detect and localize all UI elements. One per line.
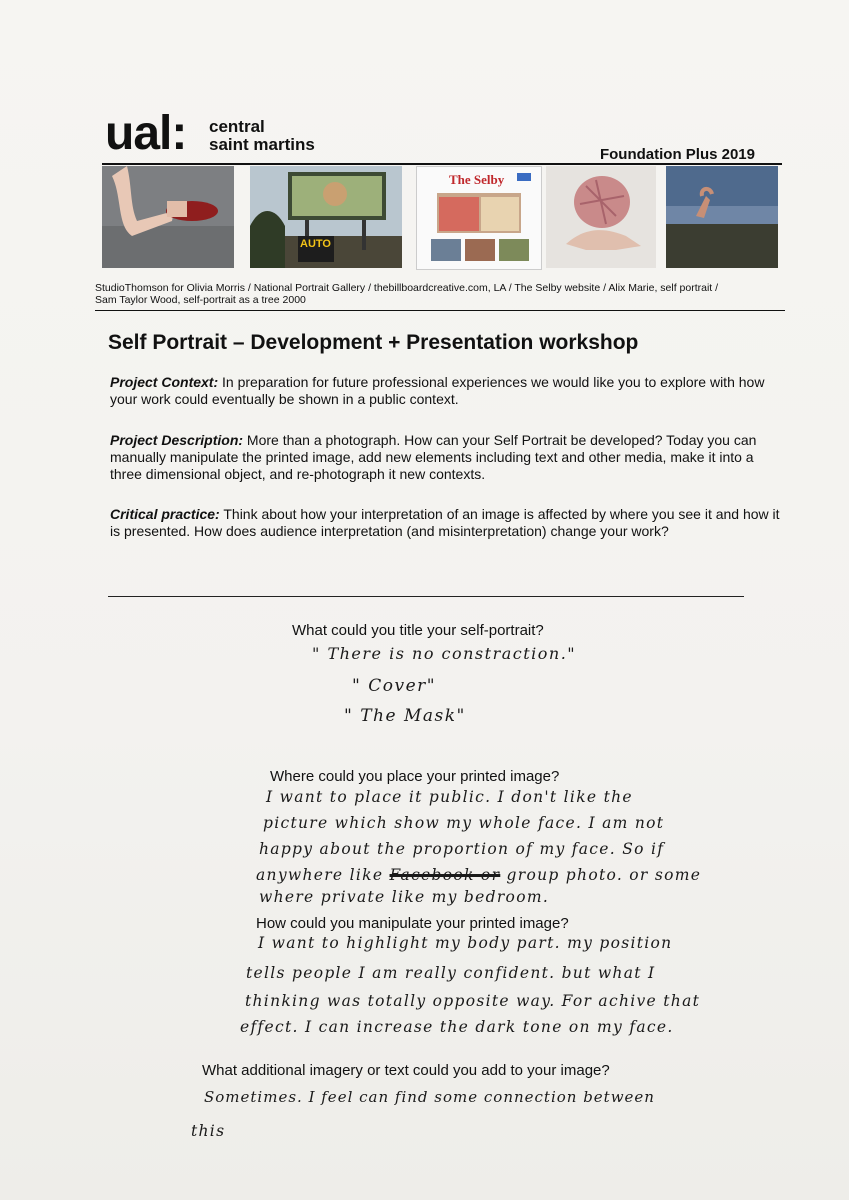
question-placement: Where could you place your printed image? xyxy=(270,768,560,785)
critical-practice-label: Critical practice: xyxy=(110,506,220,522)
project-description xyxy=(110,432,785,483)
ual-logo: ual: xyxy=(105,107,187,160)
answer-placement-line4a: anywhere like xyxy=(256,866,384,884)
college-name-line1: central xyxy=(209,117,265,136)
image-credits-line1: StudioThomson for Olivia Morris / National Portrait Gallery / thebillboardcreative.com, LA / The Selby website / Alix Marie, self portrait / xyxy=(95,282,719,294)
answer-placement-struck: Facebook or xyxy=(389,866,501,884)
answer-placement-line3: happy about the proportion of my face. So if xyxy=(259,840,665,858)
header-rule xyxy=(102,163,782,165)
answer-manipulate-line4: effect. I can increase the dark tone on my face. xyxy=(240,1018,674,1036)
selby-logo-text: The Selby xyxy=(449,172,505,187)
workshop-title: Self Portrait – Development + Presentation workshop xyxy=(108,331,639,354)
answer-manipulate-line3: thinking was totally opposite way. For achive that xyxy=(245,992,701,1010)
answer-placement-line5: where private like my bedroom. xyxy=(259,888,550,906)
answer-title-3: " The Mask" xyxy=(344,706,466,726)
critical-practice-text: Think about how your interpretation of an image is affected by where you see it and how it is presented. How does audience interpretation (and misinterpretation) change your work? xyxy=(110,506,780,539)
thumb-sculpture-photo xyxy=(546,166,656,268)
answer-manipulate-line1: I want to highlight my body part. my position xyxy=(258,934,673,952)
image-credits xyxy=(95,282,785,306)
project-context-text: In preparation for future professional experiences we would like you to explore with how your work could eventually be shown in a public context. xyxy=(110,374,765,407)
answer-title-1: " There is no constraction." xyxy=(312,644,577,663)
credits-rule xyxy=(95,310,785,311)
question-additional: What additional imagery or text could you add to your image? xyxy=(202,1062,610,1079)
image-credits-line2: Sam Taylor Wood, self-portrait as a tree 2000 xyxy=(95,294,306,306)
answer-placement-line4 xyxy=(256,866,701,884)
thumb-billboard-photo xyxy=(250,166,402,268)
question-manipulate: How could you manipulate your printed image? xyxy=(256,915,569,932)
answer-title-2: " Cover" xyxy=(352,676,437,696)
answer-placement-line4b: group photo. or some xyxy=(506,866,702,884)
answer-placement-line2: picture which show my whole face. I am not xyxy=(263,814,665,832)
project-context xyxy=(110,374,785,408)
thumb-legs-photo xyxy=(102,166,234,268)
answer-additional-line2: this xyxy=(191,1122,226,1140)
question-title: What could you title your self-portrait? xyxy=(292,622,544,639)
image-strip xyxy=(102,166,782,270)
project-description-label: Project Description: xyxy=(110,432,244,448)
project-context-label: Project Context: xyxy=(110,374,219,390)
answer-placement-line1: I want to place it public. I don't like the xyxy=(266,788,633,806)
billboard-sign-text: AUTO xyxy=(300,238,331,250)
thumb-selby-website xyxy=(416,166,542,270)
college-name-line2: saint martins xyxy=(209,135,315,154)
course-title: Foundation Plus 2019 xyxy=(599,146,755,163)
section-divider xyxy=(108,596,744,597)
header xyxy=(105,107,785,163)
college-name xyxy=(209,118,315,154)
answer-additional-line1: Sometimes. I feel can find some connection between xyxy=(204,1088,655,1106)
critical-practice xyxy=(110,506,785,540)
thumb-tree-portrait-photo xyxy=(666,166,778,268)
answer-manipulate-line2: tells people I am really confident. but what I xyxy=(246,964,656,982)
project-description-text: More than a photograph. How can your Self Portrait be developed? Today you can manually manipulate the printed image, add new elements including text and other media, make it into a three dimensional object, and re-photograph it new contexts. xyxy=(110,432,757,482)
